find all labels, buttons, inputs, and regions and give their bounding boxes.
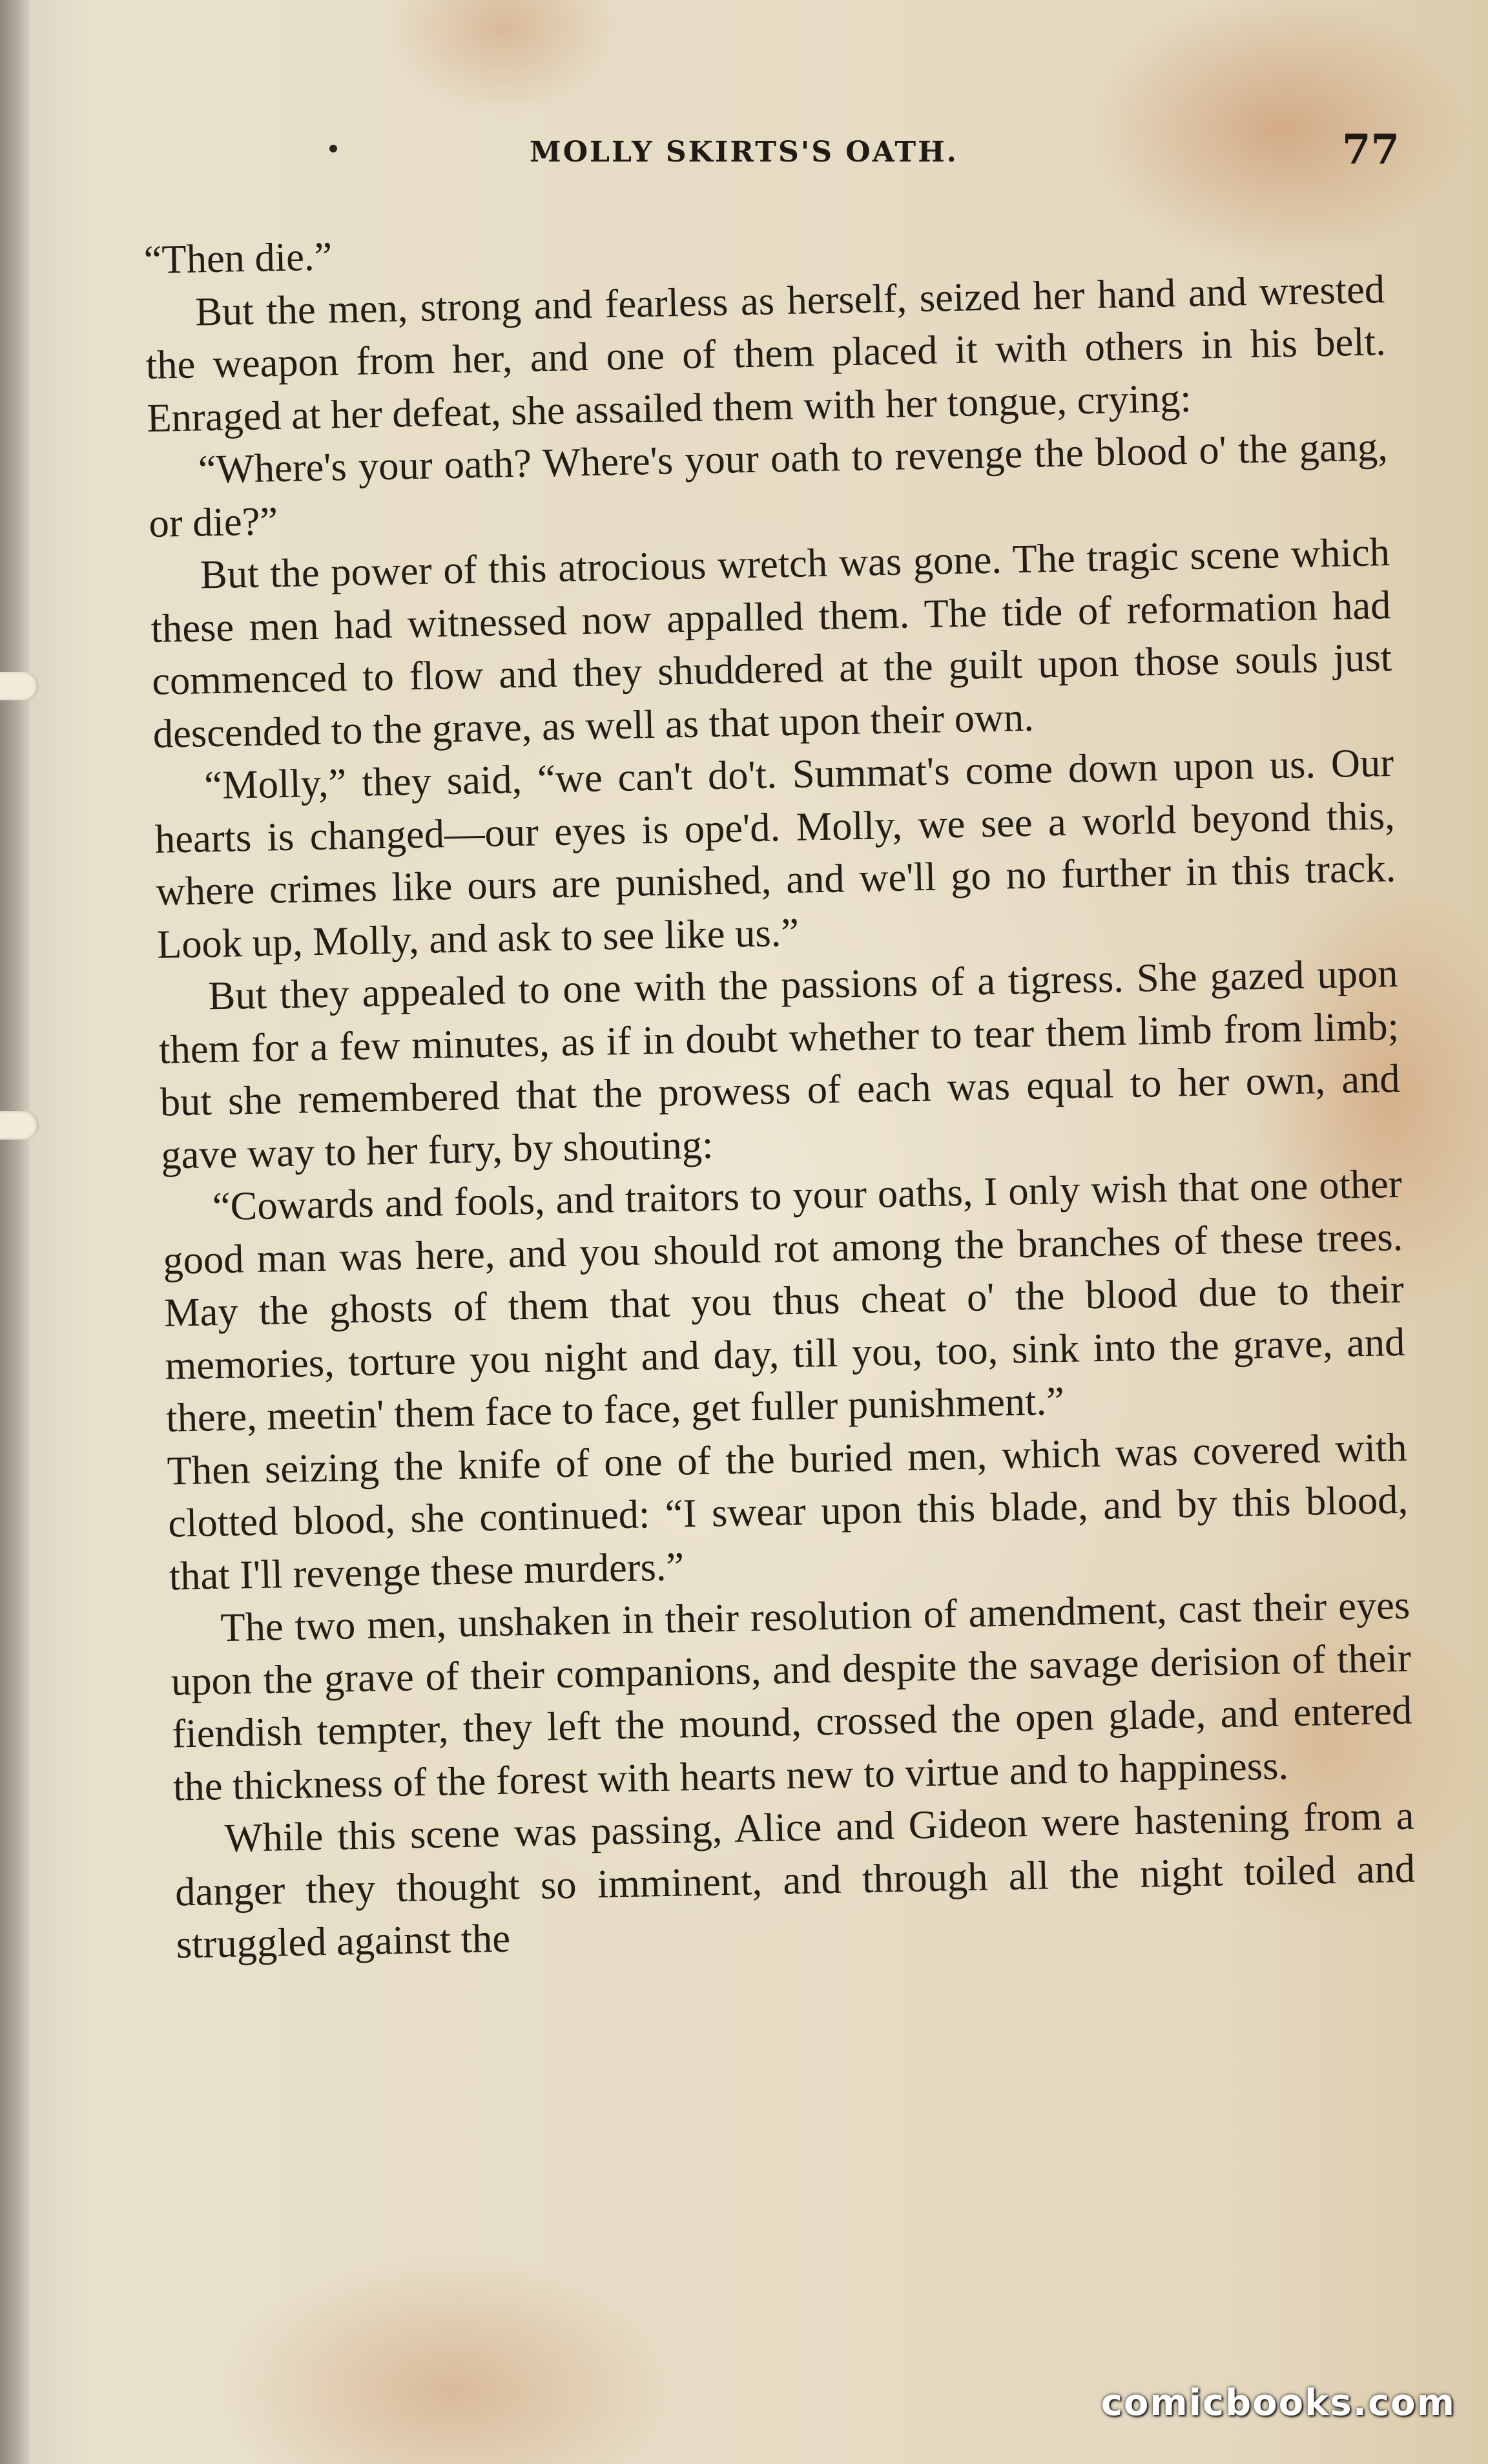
running-title: MOLLY SKIRTS'S OATH.	[530, 136, 958, 169]
paragraph: But they appealed to one with the passions of a tigress. She gazed upon them for a few minutes, as if in doubt whether to tear them limb from limb; but she remembered that the prowess of each was equal to her own, and gave way to her fury, by shouting:	[158, 950, 1401, 1178]
paragraph: While this scene was passing, Alice and Gideon were hastening from a danger they thought so imminent, and through all the night toiled and struggled against the	[174, 1792, 1416, 1967]
paragraph: “Cowards and fools, and traitors to your oaths, I only wish that one other good man was here, and you should rot among the branches of these trees. May the ghosts of them that you thus cheat o' the blood due to their memories, torture you night and day, till you, too, sink into the grave, and there, meetin' them face to face, get fuller punishment.”	[162, 1160, 1405, 1441]
body-text	[143, 210, 1416, 1971]
ornament-dot	[329, 145, 337, 152]
paragraph: “Then die.”	[143, 233, 333, 282]
page-number: 77	[1342, 125, 1400, 174]
paragraph: “Where's your oath? Where's your oath to revenge the blood o' the gang, or die?”	[148, 424, 1389, 546]
binding-hole	[0, 672, 39, 700]
paragraph: “Molly,” they said, “we can't do't. Summat's come down upon us. Our hearts is changed—our eyes is ope'd. Molly, we see a world beyond this, where crimes like ours are punished, and we'll go no further in this track. Look up, Molly, and ask to see like us.”	[154, 739, 1396, 967]
paragraph: Then seizing the knife of one of the buried men, which was covered with clotted blood, she continued: “I swear upon this blade, and by this blood, that I'll revenge these murders.”	[167, 1424, 1409, 1599]
binding-gutter	[0, 0, 30, 2464]
paragraph: The two men, unshaken in their resolution of amendment, cast their eyes upon the grave of their companions, and despite the savage derision of their fiendish tempter, they left the mound, crossed the open glade, and entered the thickness of the forest with hearts new to virtue and to happiness.	[170, 1582, 1412, 1810]
paragraph: But the power of this atrocious wretch was gone. The tragic scene which these men had witnessed now appalled them. The tide of reformation had commenced to flow and they shuddered at the guilt upon those souls just descended to the grave, as well as that upon their own.	[150, 529, 1392, 757]
paragraph: But the men, strong and fearless as herself, seized her hand and wrested the weapon from her, and one of them placed it with others in his belt. Enraged at her defeat, she assailed them with her tongue, crying:	[145, 266, 1387, 441]
watermark: comicbooks.com	[1100, 2382, 1456, 2424]
binding-hole	[0, 1111, 39, 1140]
page-header	[0, 116, 1488, 194]
